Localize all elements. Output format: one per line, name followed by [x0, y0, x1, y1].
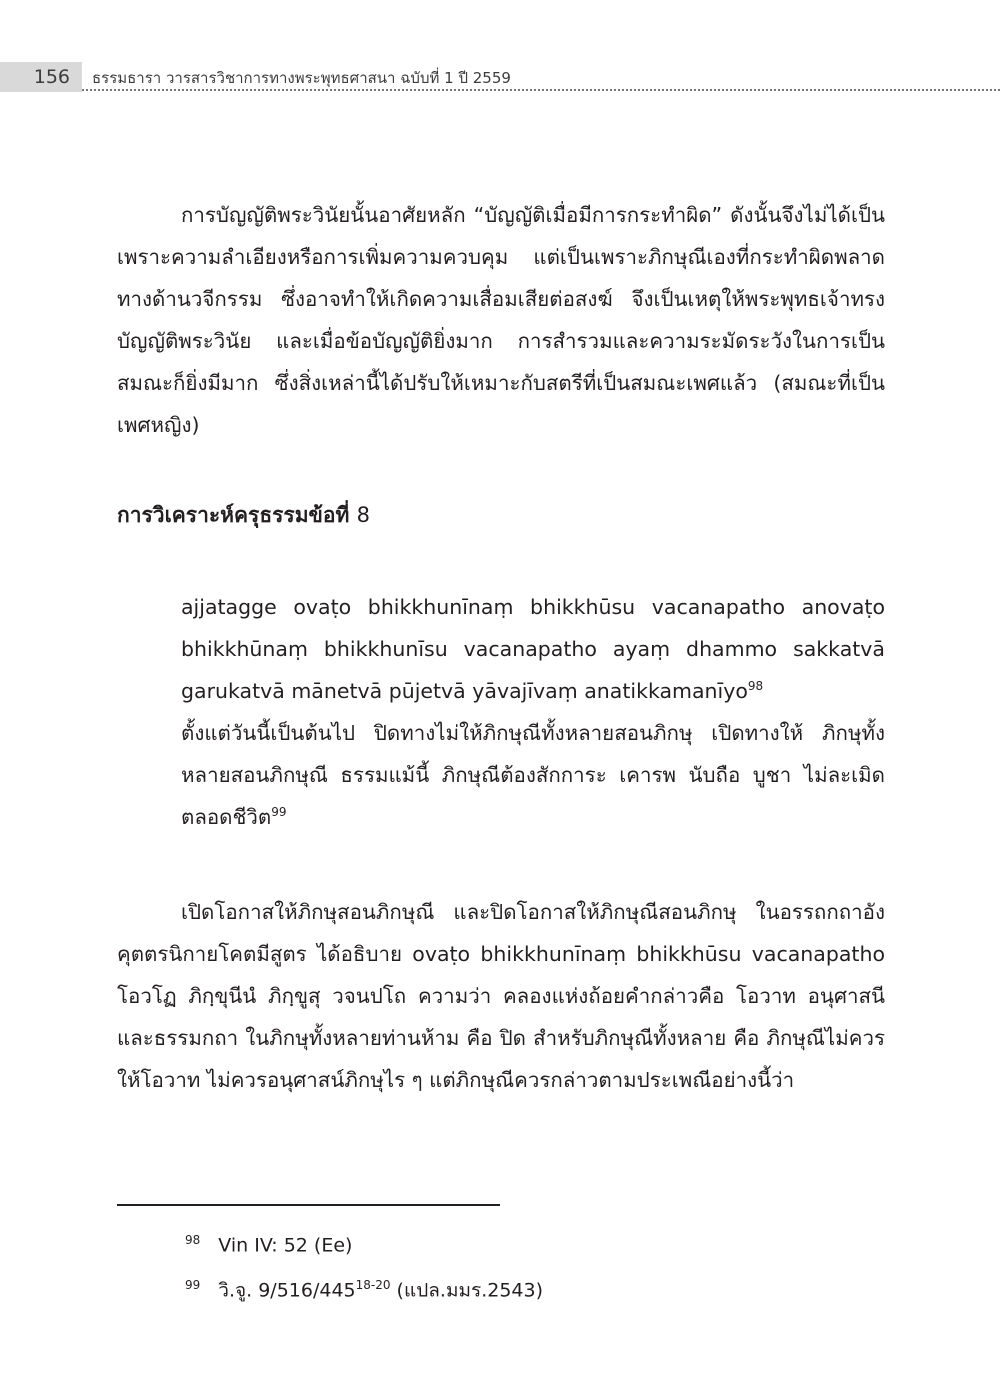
- footnote-tail: (แปล.มมร.2543): [390, 1279, 544, 1302]
- footnote-99: [185, 1272, 543, 1303]
- section-heading-text: การวิเคราะห์ครุธรรมข้อที่: [117, 503, 350, 527]
- page-number-box: [0, 62, 82, 92]
- page-number: 156: [33, 66, 70, 88]
- footnote-number: 99: [185, 1278, 201, 1292]
- running-header: [0, 62, 1000, 94]
- header-dotted-rule: [82, 89, 1000, 91]
- body-paragraph-2: เปิดโอกาสให้ภิกษุสอนภิกษุณี และปิดโอกาสให้ภิกษุณีสอนภิกษุ ในอรรถกถาอังคุตตรนิกายโคตมีสูตร ได้อธิบาย ovaṭo bhikkhunīnaṃ bhikkhūsu vacanapatho โอวโฏ ภิกฺขุนีนํ ภิกฺขูสุ วจนปโถ ความว่า คลองแห่งถ้อยคำกล่าวคือ โอวาท อนุศาสนีและธรรมกถา ในภิกษุทั้งหลายท่านห้าม คือ ปิด สำหรับภิกษุณีทั้งหลาย คือ ภิกษุณีไม่ควรให้โอวาท ไม่ควรอนุศาสน์ภิกษุไร ๆ แต่ภิกษุณีควรกล่าวตามประเพณีอย่างนี้ว่า: [117, 900, 885, 1092]
- section-heading: [117, 499, 370, 532]
- footnote-line-ref: 18-20: [355, 1278, 391, 1292]
- section-heading-number: 8: [356, 503, 371, 527]
- pali-quote: [181, 586, 885, 712]
- thai-quote-text: ตั้งแต่วันนี้เป็นต้นไป ปิดทางไม่ให้ภิกษุณีทั้งหลายสอนภิกษุ เปิดทางให้ ภิกษุทั้งหลายสอนภิกษุณี ธรรมแม้นี้ ภิกษุณีต้องสักการะ เคารพ นับถือ บูชา ไม่ละเมิดตลอดชีวิต: [181, 721, 885, 829]
- thai-translation-quote: [181, 712, 885, 838]
- footnote-number: 98: [185, 1233, 201, 1247]
- footnote-ref-98: 98: [747, 679, 764, 694]
- footnote-separator: [117, 1204, 500, 1206]
- footnote-ref-99: 99: [271, 805, 287, 820]
- footnote-text: Vin IV: 52 (Ee): [218, 1234, 353, 1257]
- pali-quote-text: ajjatagge ovaṭo bhikkhunīnaṃ bhikkhūsu vacanapatho anovaṭo bhikkhūnaṃ bhikkhunīsu vacanapatho ayaṃ dhammo sakkatvā garukatvā mānetvā pūjetvā yāvajīvaṃ anatikkamanīyo: [181, 595, 885, 703]
- footnote-text: วิ.จู. 9/516/445: [218, 1279, 356, 1302]
- journal-title: ธรรมธารา วารสารวิชาการทางพระพุทธศาสนา ฉบับที่ 1 ปี 2559: [92, 69, 511, 87]
- body-paragraph-1: การบัญญัติพระวินัยนั้นอาศัยหลัก “บัญญัติเมื่อมีการกระทำผิด” ดังนั้นจึงไม่ได้เป็นเพราะความลำเอียงหรือการเพิ่มความควบคุม แต่เป็นเพราะภิกษุณีเองที่กระทำผิดพลาดทางด้านวจีกรรม ซึ่งอาจทำให้เกิดความเสื่อมเสียต่อสงฆ์ จึงเป็นเหตุให้พระพุทธเจ้าทรงบัญญัติพระวินัย และเมื่อข้อบัญญัติยิ่งมาก การสำรวมและความระมัดระวังในการเป็นสมณะก็ยิ่งมีมาก ซึ่งสิ่งเหล่านี้ได้ปรับให้เหมาะกับสตรีที่เป็นสมณะเพศแล้ว (สมณะที่เป็นเพศหญิง): [117, 203, 885, 437]
- footnote-98: [185, 1227, 352, 1258]
